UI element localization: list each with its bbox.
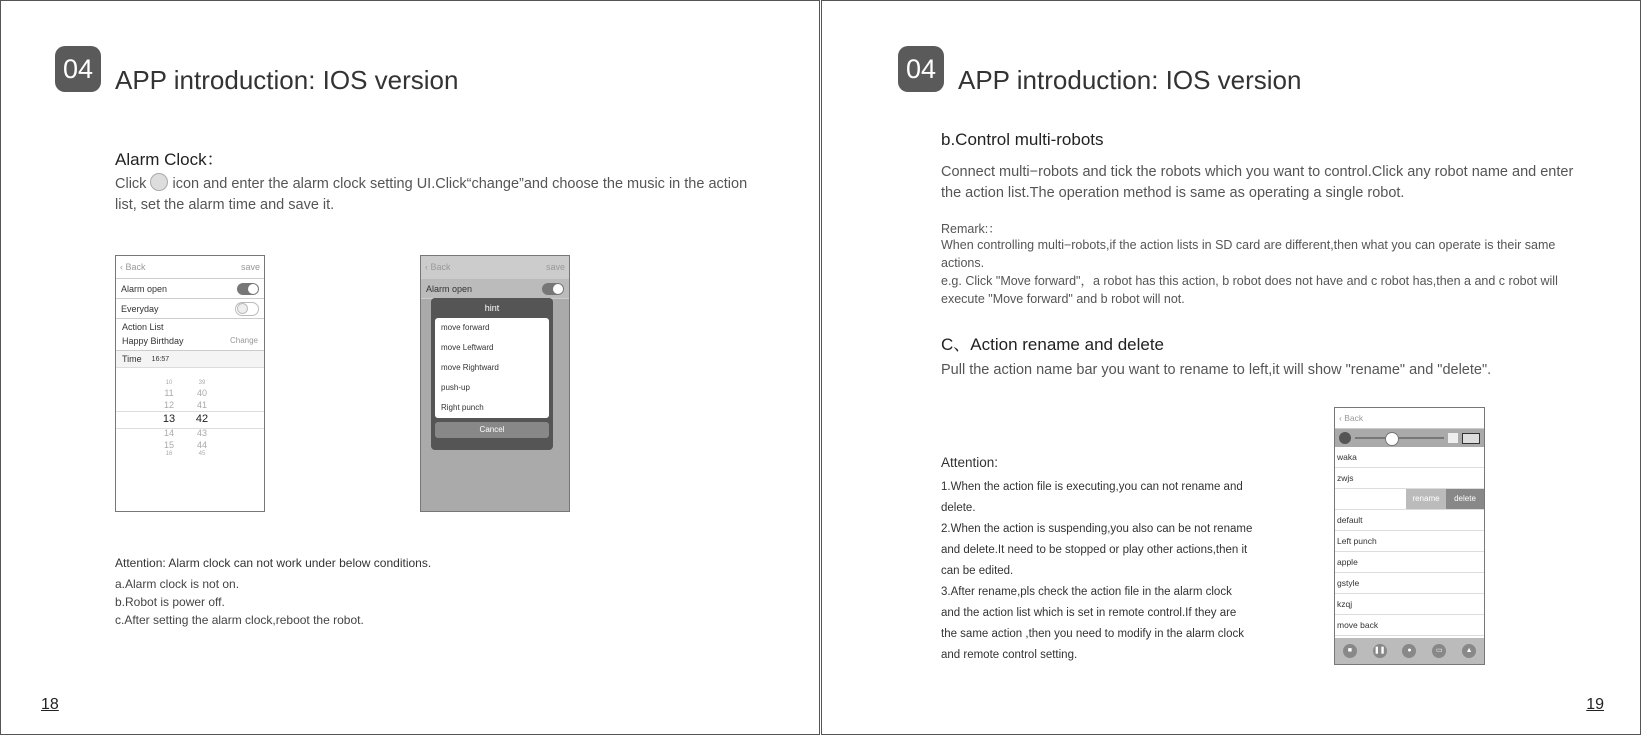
section-b-text: Connect multi−robots and tick the robots which you want to control.Click any robot name and enter the action list.The operation method is same as operating a single robot. bbox=[941, 164, 1574, 201]
clock-icon bbox=[150, 173, 168, 191]
page-number-right: 19 bbox=[1586, 696, 1604, 713]
picker-value: 11 bbox=[164, 388, 174, 398]
playback-controls bbox=[1335, 638, 1484, 664]
nav-bar bbox=[116, 256, 264, 279]
picker-value: 39 bbox=[198, 380, 206, 386]
battery-icon bbox=[1462, 433, 1480, 444]
alarm-open-label: Alarm open bbox=[121, 283, 168, 294]
hour-column bbox=[154, 380, 184, 458]
action-row bbox=[1335, 510, 1484, 531]
action-row bbox=[1335, 615, 1484, 636]
action-name: waka bbox=[1337, 452, 1357, 462]
action-name: default bbox=[1337, 515, 1363, 525]
everyday-toggle bbox=[235, 302, 259, 316]
back-button-right: ‹ Back bbox=[1339, 413, 1364, 423]
action-row bbox=[1335, 468, 1484, 489]
chapter-badge: 04 bbox=[55, 46, 101, 92]
dialog-action-item: move Rightward bbox=[441, 363, 499, 372]
picker-value: 15 bbox=[163, 440, 174, 450]
action-row bbox=[1335, 594, 1484, 615]
dialog-action-item: move Leftward bbox=[441, 343, 494, 352]
attention-label: Attention: bbox=[941, 455, 999, 470]
action-name: zwjs bbox=[1337, 473, 1354, 483]
chapter-badge-right: 04 bbox=[898, 46, 944, 92]
action-list bbox=[1335, 447, 1484, 636]
action-name: kzqj bbox=[1337, 599, 1353, 609]
action-list-screenshot bbox=[1334, 407, 1485, 665]
action-row bbox=[1335, 489, 1484, 510]
remark-text-2: e.g. Click "Move forward"，a robot has this action, b robot does not have and c robot has,then a and c robot will execute "Move forward" and b robot will not. bbox=[941, 274, 1558, 306]
remark-text-1: When controlling multi−robots,if the action lists in SD card are different,then what you can operate is their same actions. bbox=[941, 238, 1556, 270]
picker-value: 44 bbox=[196, 440, 207, 450]
section-c-text: Pull the action name bar you want to rename to left,it will show "rename" and "delete". bbox=[941, 362, 1492, 378]
everyday-row bbox=[116, 299, 264, 319]
page-title: APP introduction: IOS version bbox=[115, 65, 459, 95]
action-name: move back bbox=[1337, 620, 1379, 630]
robot-icon bbox=[1339, 432, 1351, 444]
alarm-open-toggle-dimmed bbox=[542, 283, 564, 295]
alarm-clock-heading: Alarm Clock： bbox=[115, 150, 224, 169]
time-picker bbox=[116, 380, 264, 470]
picker-value: 14 bbox=[163, 428, 174, 438]
cancel-button: Cancel bbox=[435, 422, 549, 438]
attention-list bbox=[115, 575, 364, 629]
picker-value: 43 bbox=[196, 428, 207, 438]
action-list-block bbox=[116, 319, 264, 351]
slider-thumb bbox=[1385, 432, 1399, 446]
picker-value: 12 bbox=[163, 400, 174, 410]
attention-item: a.Alarm clock is not on. bbox=[115, 577, 240, 591]
action-row bbox=[1335, 531, 1484, 552]
action-row bbox=[1335, 447, 1484, 468]
music-name: Happy Birthday bbox=[122, 336, 184, 346]
hint-dialog bbox=[431, 298, 553, 450]
time-label: Time bbox=[122, 354, 142, 364]
time-value: 16:57 bbox=[151, 355, 170, 363]
sd-card-icon: ▭ bbox=[1432, 644, 1446, 658]
alarm-text-part1: Click bbox=[115, 176, 147, 192]
action-dialog-screenshot bbox=[420, 255, 570, 512]
section-c-heading: C、Action rename and delete bbox=[941, 335, 1165, 354]
picker-value: 45 bbox=[198, 451, 206, 457]
action-row bbox=[1335, 573, 1484, 594]
delete-button: delete bbox=[1446, 489, 1484, 509]
attention-heading: Attention: Alarm clock can not work under below conditions. bbox=[115, 556, 432, 570]
picker-value: 40 bbox=[196, 388, 207, 398]
action-name: apple bbox=[1337, 557, 1358, 567]
back-button-dimmed: ‹ Back bbox=[425, 262, 451, 272]
dialog-action-item: push-up bbox=[441, 383, 470, 392]
everyday-label: Everyday bbox=[121, 303, 159, 314]
section-b-heading: b.Control multi-robots bbox=[941, 130, 1104, 149]
alarm-text-part2: icon and enter the alarm clock setting UI.Click“change”and choose the music in the action list, set the alarm time and save it. bbox=[115, 176, 748, 213]
right-page bbox=[821, 0, 1641, 735]
dialog-title: hint bbox=[484, 303, 500, 313]
attention-text: 1.When the action file is executing,you can not rename and delete. 2.When the action is suspending,you also can be not rename and delete.It need to be stopped or play other actions,then it can be edited. 3.After rename,pls check the action file in the alarm clock and the action list which is set in remote control.If they are the same action ,then you need to modify in the alarm clock and remote control setting. bbox=[941, 481, 1253, 661]
alarm-settings-screenshot bbox=[115, 255, 265, 512]
change-link: Change bbox=[229, 336, 258, 345]
dialog-action-item: move forward bbox=[441, 323, 490, 332]
alarm-open-label-dimmed: Alarm open bbox=[426, 283, 473, 294]
picker-value: 42 bbox=[195, 413, 209, 425]
time-row bbox=[116, 351, 264, 368]
action-row bbox=[1335, 552, 1484, 573]
minute-column bbox=[187, 380, 217, 458]
page-title-right: APP introduction: IOS version bbox=[958, 65, 1302, 95]
nav-bar-right bbox=[1335, 408, 1484, 429]
alarm-clock-text bbox=[115, 173, 755, 216]
attention-item: b.Robot is power off. bbox=[115, 595, 225, 609]
action-name: Left punch bbox=[1337, 536, 1377, 546]
rename-button: rename bbox=[1406, 489, 1446, 509]
lock-icon: ▲ bbox=[1462, 644, 1476, 658]
action-name: gstyle bbox=[1337, 578, 1360, 588]
picker-value: 16 bbox=[165, 451, 173, 457]
picker-value: 41 bbox=[196, 400, 207, 410]
left-page bbox=[0, 0, 820, 735]
control-toolbar bbox=[1335, 429, 1484, 447]
attention-item: c.After setting the alarm clock,reboot the robot. bbox=[115, 613, 364, 627]
stop-icon: ■ bbox=[1343, 644, 1357, 658]
remark-label: Remark:： bbox=[941, 222, 1001, 236]
save-button-dimmed: save bbox=[545, 262, 565, 272]
alarm-open-row-dimmed bbox=[421, 279, 569, 299]
back-button: ‹ Back bbox=[120, 262, 146, 272]
nav-bar-dimmed bbox=[421, 256, 569, 279]
alarm-open-row bbox=[116, 279, 264, 299]
speaker-icon bbox=[1448, 433, 1458, 443]
picker-value: 10 bbox=[165, 380, 173, 386]
dialog-action-item: Right punch bbox=[441, 403, 484, 412]
light-icon: ● bbox=[1402, 644, 1416, 658]
alarm-open-toggle bbox=[237, 283, 259, 295]
action-list-label: Action List bbox=[122, 322, 164, 332]
save-button: save bbox=[240, 262, 260, 272]
picker-value: 13 bbox=[162, 413, 176, 425]
pause-icon: ❚❚ bbox=[1373, 644, 1387, 658]
page-number: 18 bbox=[41, 696, 59, 713]
dialog-action-list bbox=[435, 318, 549, 418]
volume-slider bbox=[1355, 437, 1444, 439]
